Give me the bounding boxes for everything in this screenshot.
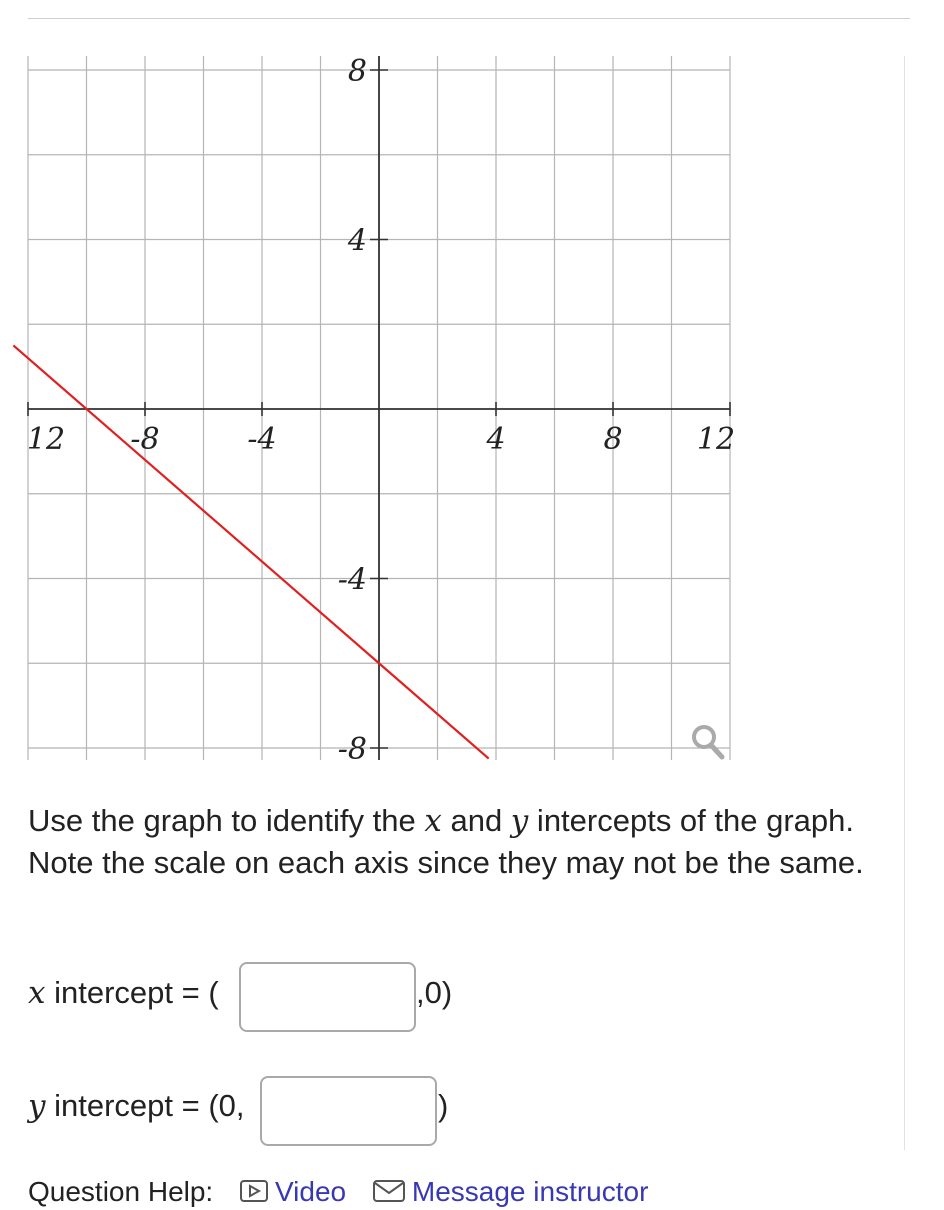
- video-icon[interactable]: [239, 1178, 269, 1210]
- x-intercept-suffix: ,0): [416, 975, 453, 1010]
- question-prompt: [28, 800, 898, 883]
- x-tick-label: -4: [247, 422, 277, 457]
- var-y: 𝑦: [510, 803, 529, 839]
- x-tick-label: 8: [603, 422, 623, 457]
- y-tick-label: -8: [337, 732, 367, 767]
- y-tick-label: 8: [347, 54, 367, 89]
- x-intercept-var: 𝑥: [28, 975, 46, 1011]
- x-intercept-row: [28, 975, 219, 1011]
- x-tick-label: -8: [130, 422, 160, 457]
- video-link[interactable]: Video: [275, 1176, 347, 1207]
- x-tick-label: 4: [486, 422, 506, 457]
- prompt-text-3: intercepts of the graph. Note the scale on each axis since they may not be the same.: [28, 803, 864, 880]
- y-intercept-suffix: ): [438, 1088, 449, 1123]
- message-instructor-link[interactable]: Message instructor: [411, 1176, 649, 1207]
- prompt-text-2: and: [441, 803, 511, 838]
- question-help-label: Question Help:: [28, 1176, 214, 1207]
- y-intercept-input[interactable]: [260, 1076, 437, 1146]
- prompt-text-1: Use the graph to identify the: [28, 803, 425, 838]
- mail-icon[interactable]: [372, 1178, 406, 1210]
- tick-labels: [27, 54, 735, 767]
- x-tick-label: 12: [26, 422, 66, 457]
- series-line: [13, 345, 488, 758]
- y-intercept-row: [28, 1088, 245, 1124]
- y-intercept-var: 𝑦: [28, 1088, 46, 1124]
- y-tick-label: 4: [347, 223, 367, 259]
- axes: [28, 56, 730, 760]
- plot-lines: [13, 345, 488, 758]
- x-tick-label: 12: [696, 422, 736, 457]
- magnifier-icon[interactable]: [694, 727, 722, 757]
- x-intercept-input[interactable]: [239, 962, 416, 1032]
- x-intercept-label: intercept = (: [45, 975, 219, 1010]
- var-x: 𝑥: [424, 803, 442, 839]
- y-intercept-label: intercept = (0,: [45, 1088, 245, 1123]
- y-tick-label: -4: [337, 562, 367, 598]
- question-help: [28, 1176, 648, 1210]
